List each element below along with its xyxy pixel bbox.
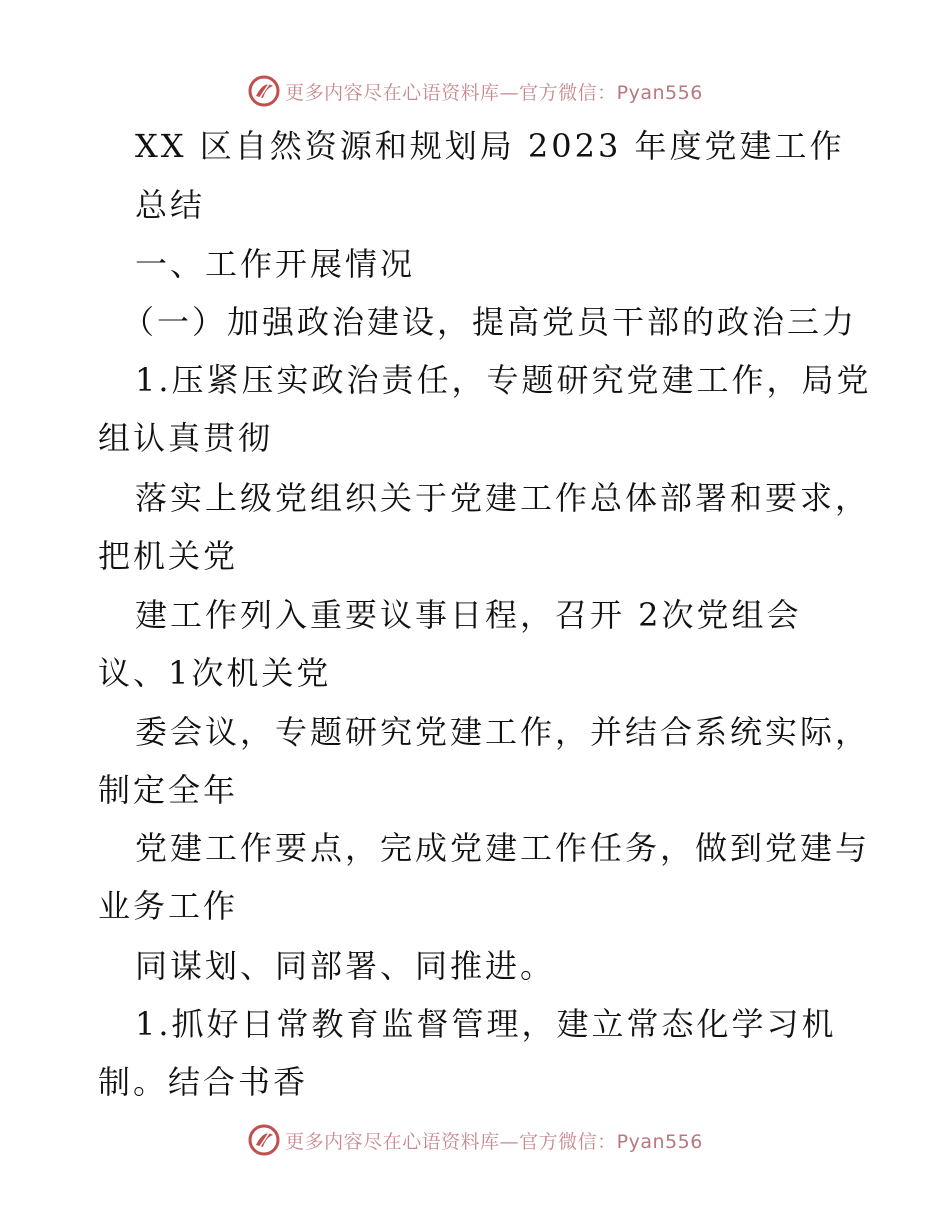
- paragraph-line: 党建工作要点，完成党建工作任务，做到党建与: [135, 829, 871, 867]
- paragraph-line: 业务工作: [98, 887, 239, 925]
- banner-text: [285, 1127, 703, 1154]
- brand-logo-icon: [247, 1123, 281, 1157]
- paragraph-line: 建工作列入重要议事日程，召开 2次党组会: [135, 596, 802, 634]
- paragraph-line: 同谋划、同部署、同推进。: [135, 947, 556, 985]
- document-title: XX 区自然资源和规划局 2023 年度党建工作: [135, 127, 845, 165]
- paragraph-line: 委会议，专题研究党建工作，并结合系统实际，: [135, 713, 871, 751]
- paragraph-line: 制。结合书香: [98, 1063, 309, 1101]
- paragraph-line: 把机关党: [98, 537, 239, 575]
- document-title-continued: 总结: [135, 186, 206, 224]
- subsection-heading: （一）加强政治建设，提高党员干部的政治三力: [122, 303, 858, 341]
- footer-watermark-banner: [0, 1120, 950, 1160]
- paragraph-line: 1.压紧压实政治责任，专题研究党建工作，局党: [135, 361, 872, 399]
- banner-label: 更多内容尽在心语资料库—官方微信：: [285, 81, 617, 104]
- paragraph-line: 制定全年: [98, 771, 239, 809]
- paragraph-line: 1.抓好日常教育监督管理，建立常态化学习机: [135, 1005, 837, 1043]
- banner-label: 更多内容尽在心语资料库—官方微信：: [285, 1130, 617, 1153]
- paragraph-line: 组认真贯彻: [98, 419, 274, 457]
- paragraph-line: 议、1次机关党: [98, 654, 332, 692]
- banner-text: [285, 78, 703, 105]
- header-watermark-banner: [0, 71, 950, 111]
- banner-wechat-id: Pyan556: [616, 81, 703, 104]
- brand-logo-icon: [247, 74, 281, 108]
- banner-wechat-id: Pyan556: [616, 1130, 703, 1153]
- paragraph-line: 落实上级党组织关于党建工作总体部署和要求，: [135, 479, 871, 517]
- section-heading: 一、工作开展情况: [135, 245, 416, 283]
